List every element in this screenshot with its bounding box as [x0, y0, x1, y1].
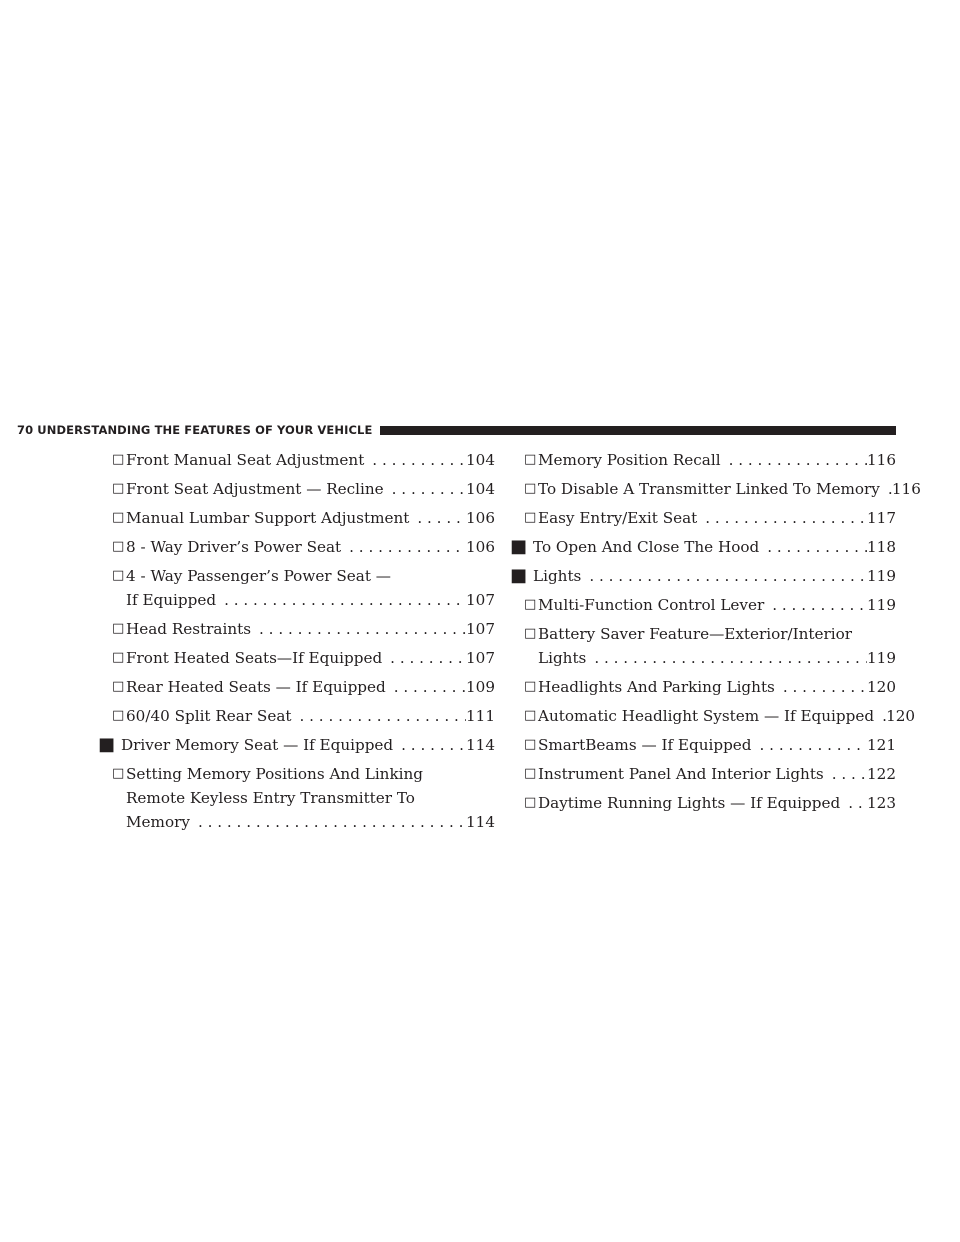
toc-left-column — [98, 448, 495, 839]
toc-entry-label-line1: Battery Saver Feature—Exterior/Interior — [538, 625, 853, 643]
toc-entry-label: Rear Heated Seats — If Equipped — [126, 678, 386, 696]
dot-leader — [874, 704, 886, 728]
toc-page-number: 117 — [867, 509, 896, 527]
toc-page-number: 120 — [867, 678, 896, 696]
dot-leader — [364, 448, 466, 472]
toc-entry-label: Front Seat Adjustment — Recline — [126, 480, 384, 498]
dot-leader — [409, 506, 466, 530]
toc-section-entry[interactable] — [510, 564, 896, 588]
dot-leader — [216, 588, 466, 612]
toc-section-entry[interactable] — [510, 535, 896, 559]
toc-entry[interactable] — [524, 448, 896, 472]
toc-entry[interactable] — [112, 448, 495, 472]
toc-entry[interactable] — [112, 506, 495, 530]
toc-entry-label: Memory Position Recall — [538, 451, 721, 469]
toc-entry-label: To Disable A Transmitter Linked To Memory — [538, 480, 880, 498]
dot-leader — [341, 535, 466, 559]
dot-leader — [386, 675, 466, 699]
solid-square-bullet-icon: ■ — [98, 734, 116, 755]
toc-entry[interactable] — [524, 622, 896, 670]
open-square-bullet-icon: □ — [112, 650, 125, 665]
toc-page-number: 107 — [466, 620, 495, 638]
toc-entry[interactable] — [524, 477, 921, 501]
toc-entry[interactable] — [524, 704, 916, 728]
toc-entry[interactable] — [112, 535, 495, 559]
toc-entry-label: Automatic Headlight System — If Equipped — [538, 707, 875, 725]
header-title: 70 UNDERSTANDING THE FEATURES OF YOUR VEHICLE — [17, 423, 373, 437]
toc-entry-label: Daytime Running Lights — If Equipped — [538, 794, 841, 812]
toc-page-number: 114 — [466, 813, 495, 831]
open-square-bullet-icon: □ — [112, 708, 125, 723]
toc-entry[interactable] — [112, 675, 495, 699]
open-square-bullet-icon: □ — [524, 481, 537, 496]
open-square-bullet-icon: □ — [112, 452, 125, 467]
toc-entry[interactable] — [112, 646, 495, 670]
open-square-bullet-icon: □ — [524, 795, 537, 810]
toc-entry-label: Front Manual Seat Adjustment — [126, 451, 365, 469]
open-square-bullet-icon: □ — [112, 568, 125, 583]
toc-entry[interactable] — [524, 506, 896, 530]
dot-leader — [586, 646, 867, 670]
toc-page-number: 104 — [466, 480, 495, 498]
toc-page-number: 111 — [466, 707, 495, 725]
toc-entry-label: Lights — [538, 649, 587, 667]
toc-entry-label: Easy Entry/Exit Seat — [538, 509, 698, 527]
running-header — [17, 420, 896, 440]
toc-entry[interactable] — [524, 675, 896, 699]
toc-entry[interactable] — [524, 593, 896, 617]
toc-page-number: 121 — [867, 736, 896, 754]
dot-leader — [752, 733, 867, 757]
toc-page-number: 104 — [466, 451, 495, 469]
open-square-bullet-icon: □ — [112, 621, 125, 636]
toc-page-number: 109 — [466, 678, 495, 696]
toc-page-number: 118 — [867, 538, 896, 556]
toc-entry[interactable] — [112, 477, 495, 501]
toc-page-number: 119 — [867, 649, 896, 667]
toc-entry[interactable] — [112, 704, 495, 728]
toc-entry[interactable] — [524, 733, 896, 757]
dot-leader — [251, 617, 466, 641]
dot-leader — [382, 646, 466, 670]
toc-entry-label: Memory — [126, 813, 190, 831]
open-square-bullet-icon: □ — [112, 481, 125, 496]
open-square-bullet-icon: □ — [524, 708, 537, 723]
toc-page-number: 119 — [867, 596, 896, 614]
toc-entry-label: Manual Lumbar Support Adjustment — [126, 509, 410, 527]
open-square-bullet-icon: □ — [112, 679, 125, 694]
open-square-bullet-icon: □ — [112, 510, 125, 525]
toc-page-number: 120 — [886, 707, 916, 725]
dot-leader — [291, 704, 466, 728]
toc-entry-label: Multi-Function Control Lever — [538, 596, 765, 614]
toc-entry-label: If Equipped — [126, 591, 217, 609]
toc-page-number: 122 — [867, 765, 896, 783]
toc-entry[interactable] — [524, 762, 896, 786]
toc-page-number: 116 — [891, 480, 921, 498]
toc-entry-label: SmartBeams — If Equipped — [538, 736, 752, 754]
dot-leader — [764, 593, 867, 617]
dot-leader — [393, 733, 466, 757]
open-square-bullet-icon: □ — [524, 597, 537, 612]
dot-leader — [880, 477, 892, 501]
toc-page-number: 123 — [867, 794, 896, 812]
toc-entry-label: Front Heated Seats—If Equipped — [126, 649, 383, 667]
solid-square-bullet-icon: ■ — [510, 536, 528, 557]
toc-entry-label-line1: Setting Memory Positions And Linking — [126, 765, 424, 783]
toc-entry-label: 60/40 Split Rear Seat — [126, 707, 292, 725]
toc-right-column — [510, 448, 921, 820]
toc-entry-label: Headlights And Parking Lights — [538, 678, 775, 696]
dot-leader — [824, 762, 867, 786]
toc-entry[interactable] — [112, 617, 495, 641]
toc-page-number: 106 — [466, 538, 495, 556]
dot-leader — [759, 535, 867, 559]
toc-entry-label: To Open And Close The Hood — [533, 538, 760, 556]
dot-leader — [190, 810, 466, 834]
solid-square-bullet-icon: ■ — [510, 565, 528, 586]
dot-leader — [840, 791, 867, 815]
toc-page-number: 107 — [466, 649, 495, 667]
toc-entry[interactable] — [524, 791, 896, 815]
dot-leader — [697, 506, 867, 530]
toc-page-number: 116 — [867, 451, 896, 469]
open-square-bullet-icon: □ — [524, 679, 537, 694]
toc-entry-label: Lights — [533, 567, 582, 585]
toc-section-entry[interactable] — [98, 733, 495, 757]
open-square-bullet-icon: □ — [524, 737, 537, 752]
open-square-bullet-icon: □ — [112, 539, 125, 554]
toc-page-number: 114 — [466, 736, 495, 754]
open-square-bullet-icon: □ — [112, 766, 125, 781]
dot-leader — [721, 448, 867, 472]
toc-entry-label: Head Restraints — [126, 620, 252, 638]
dot-leader — [775, 675, 867, 699]
toc-entry[interactable] — [112, 762, 495, 834]
toc-entry[interactable] — [112, 564, 495, 612]
toc-entry-label: Instrument Panel And Interior Lights — [538, 765, 824, 783]
open-square-bullet-icon: □ — [524, 452, 537, 467]
dot-leader — [581, 564, 867, 588]
open-square-bullet-icon: □ — [524, 626, 537, 641]
toc-page-number: 119 — [867, 567, 896, 585]
toc-entry-label-line1: 4 - Way Passenger’s Power Seat — — [126, 567, 391, 585]
open-square-bullet-icon: □ — [524, 510, 537, 525]
dot-leader — [384, 477, 466, 501]
toc-page-number: 106 — [466, 509, 495, 527]
open-square-bullet-icon: □ — [524, 766, 537, 781]
toc-entry-label: 8 - Way Driver’s Power Seat — [126, 538, 342, 556]
toc-page-number: 107 — [466, 591, 495, 609]
header-rule — [380, 426, 896, 435]
toc-entry-label: Driver Memory Seat — If Equipped — [121, 736, 394, 754]
toc-entry-label-line2: Remote Keyless Entry Transmitter To — [126, 789, 415, 807]
